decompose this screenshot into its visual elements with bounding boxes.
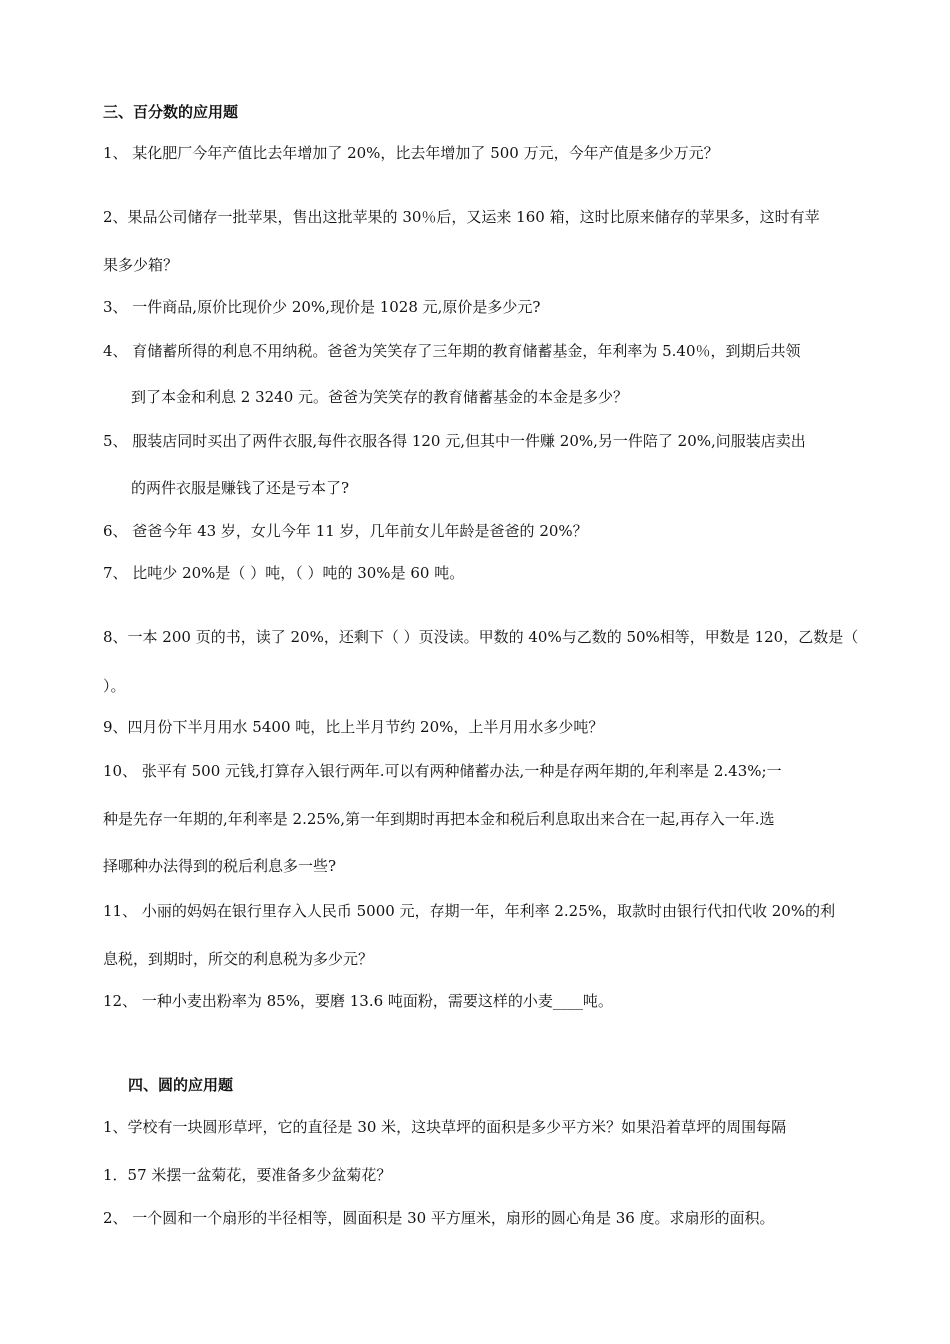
question-3-6: 6、 爸爸今年 43 岁，女儿今年 11 岁，几年前女儿年龄是爸爸的 20%？ (103, 522, 588, 540)
question-3-2-line-2: 果多少箱？ (103, 256, 179, 274)
question-3-9: 9、四月份下半月用水 5400 吨，比上半月节约 20%，上半月用水多少吨？ (103, 718, 604, 736)
section-4-title: 四、圆的应用题 (128, 1076, 234, 1094)
question-3-11-line-2: 息税，到期时，所交的利息税为多少元？ (103, 950, 374, 968)
question-3-3: 3、 一件商品,原价比现价少 20%,现价是 1028 元,原价是多少元? (103, 298, 541, 316)
question-4-1-line-1: 1、学校有一块圆形草坪，它的直径是 30 米，这块草坪的面积是多少平方米？如果沿着草坪的周围每隔 (103, 1118, 787, 1136)
question-4-2: 2、 一个圆和一个扇形的半径相等，圆面积是 30 平方厘米，扇形的圆心角是 36 度。求扇形的面积。 (103, 1209, 775, 1227)
question-3-10-line-3: 择哪种办法得到的税后利息多一些? (103, 857, 337, 875)
question-3-2-line-1: 2、果品公司储存一批苹果，售出这批苹果的 30％后，又运来 160 箱，这时比原来储存的苹果多，这时有苹 (103, 208, 820, 226)
question-3-7: 7、 比吨少 20%是（ ）吨，（ ）吨的 30%是 60 吨。 (103, 564, 465, 582)
question-3-5-line-1: 5、 服装店同时买出了两件衣服,每件衣服各得 120 元,但其中一件赚 20%,另一件陪了 20%,问服装店卖出 (103, 432, 806, 450)
section-3-title: 三、百分数的应用题 (103, 103, 239, 121)
question-3-4-line-2: 到了本金和利息 2 3240 元。爸爸为笑笑存的教育储蓄基金的本金是多少？ (131, 388, 629, 406)
question-3-5-line-2: 的两件衣服是赚钱了还是亏本了? (131, 479, 350, 497)
question-3-8-line-2: ）。 (103, 677, 126, 695)
question-3-12: 12、 一种小麦出粉率为 85%，要磨 13.6 吨面粉，需要这样的小麦____吨。 (103, 992, 613, 1010)
question-3-8-line-1: 8、一本 200 页的书，读了 20%，还剩下（ ）页没读。甲数的 40%与乙数的 50%相等，甲数是 120，乙数是（ (103, 628, 859, 646)
question-3-10-line-1: 10、 张平有 500 元钱,打算存入银行两年.可以有两种储蓄办法,一种是存两年期的,年利率是 2.43%;一 (103, 762, 782, 780)
question-3-10-line-2: 种是先存一年期的,年利率是 2.25%,第一年到期时再把本金和税后利息取出来合在一起,再存入一年.选 (103, 810, 775, 828)
question-3-11-line-1: 11、 小丽的妈妈在银行里存入人民币 5000 元，存期一年，年利率 2.25%，取款时由银行代扣代收 20%的利 (103, 902, 836, 920)
question-3-4-line-1: 4、 育储蓄所得的利息不用纳税。爸爸为笑笑存了三年期的教育储蓄基金，年利率为 5.40％，到期后共领 (103, 342, 801, 360)
question-3-1: 1、 某化肥厂今年产值比去年增加了 20%，比去年增加了 500 万元，今年产值是多少万元？ (103, 144, 719, 162)
question-4-1-line-2: 1．57 米摆一盆菊花，要准备多少盆菊花？ (103, 1166, 392, 1184)
